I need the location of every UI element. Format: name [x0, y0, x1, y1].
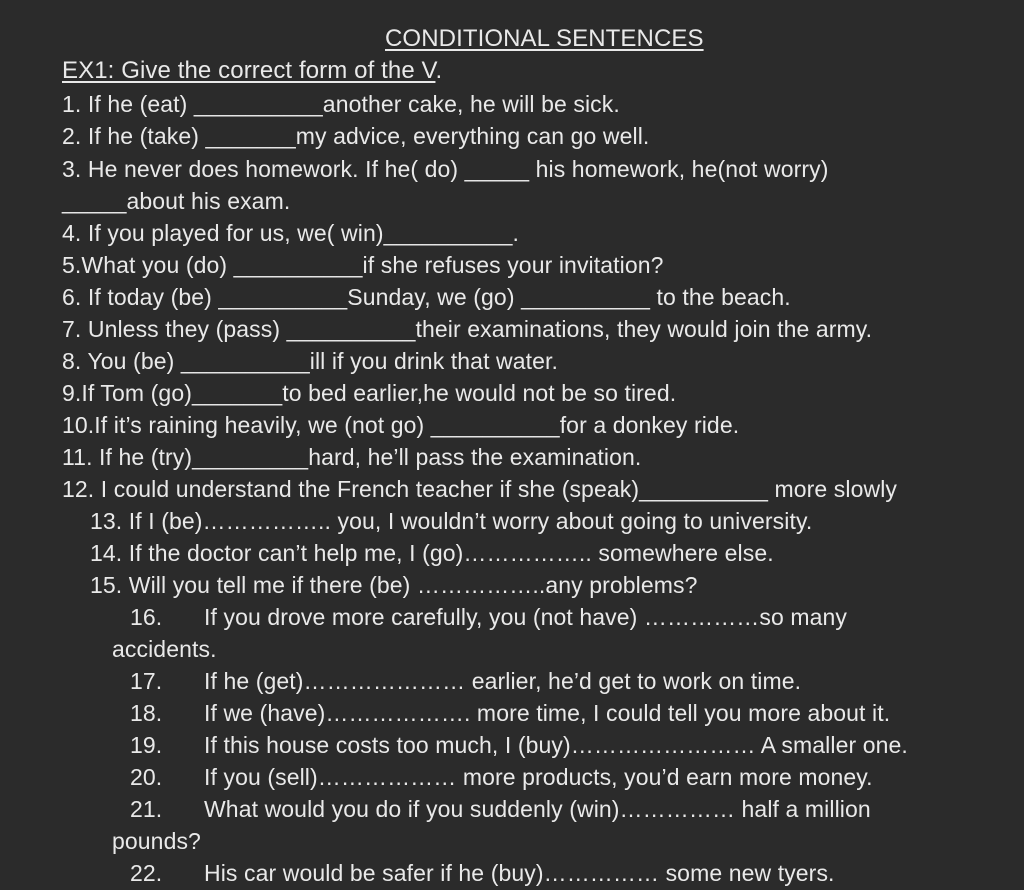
sentence-22-text: His car would be safer if he (buy)…………… some new tyers.	[204, 860, 835, 886]
sentence-18-text: If we (have)………………. more time, I could tell you more about it.	[204, 700, 891, 726]
exercise-heading-end: .	[435, 57, 443, 84]
sentence-20	[130, 763, 873, 791]
sentence-16-continued: accidents.	[112, 636, 217, 662]
sentence-2: 2. If he (take) _______my advice, everything can go well.	[62, 123, 650, 149]
sentence-10: 10.If it’s raining heavily, we (not go) __________for a donkey ride.	[62, 412, 740, 438]
sentence-22-number: 22.	[130, 860, 163, 886]
sentence-17	[130, 667, 801, 695]
sentence-19	[130, 731, 908, 759]
sentence-7: 7. Unless they (pass) __________their examinations, they would join the army.	[62, 316, 873, 342]
sentence-4: 4. If you played for us, we( win)__________.	[62, 220, 520, 246]
sentence-21-continued: pounds?	[112, 828, 201, 854]
sentence-11: 11. If he (try)_________hard, he’ll pass the examination.	[62, 444, 642, 470]
sentence-17-number: 17.	[130, 668, 163, 694]
sentence-16-number: 16.	[130, 604, 163, 630]
exercise-heading	[62, 57, 442, 85]
sentence-8: 8. You (be) __________ill if you drink that water.	[62, 348, 559, 374]
sentence-1: 1. If he (eat) __________another cake, he will be sick.	[62, 91, 620, 117]
sentence-15: 15. Will you tell me if there (be) ……………..any problems?	[90, 572, 698, 598]
sentence-19-text: If this house costs too much, I (buy)…………………… A smaller one.	[204, 732, 908, 758]
sentence-5: 5.What you (do) __________if she refuses your invitation?	[62, 252, 664, 278]
sentence-20-number: 20.	[130, 764, 163, 790]
sentence-18	[130, 699, 890, 727]
sentence-9: 9.If Tom (go)_______to bed earlier,he would not be so tired.	[62, 380, 677, 406]
sentence-21-number: 21.	[130, 796, 163, 822]
page-title: CONDITIONAL SENTENCES	[385, 25, 704, 52]
sentence-17-text: If he (get)………………… earlier, he’d get to work on time.	[204, 668, 802, 694]
exercise-heading-text: EX1: Give the correct form of the V	[62, 57, 436, 84]
sentence-13: 13. If I (be)…………….. you, I wouldn’t worry about going to university.	[90, 508, 813, 534]
sentence-22	[130, 859, 835, 887]
sentence-21	[130, 795, 871, 823]
sentence-14: 14. If the doctor can’t help me, I (go)…………….. somewhere else.	[90, 540, 774, 566]
sentence-21-text: What would you do if you suddenly (win)…………… half a million	[204, 796, 871, 822]
sentence-20-text: If you (sell)……………… more products, you’d earn more money.	[204, 764, 873, 790]
sentence-12: 12. I could understand the French teacher if she (speak)__________ more slowly	[62, 476, 898, 502]
sentence-19-number: 19.	[130, 732, 163, 758]
sentence-6: 6. If today (be) __________Sunday, we (go) __________ to the beach.	[62, 284, 791, 310]
sentence-16-text: If you drove more carefully, you (not have) ……………so many	[204, 604, 848, 630]
sentence-18-number: 18.	[130, 700, 163, 726]
sentence-16	[130, 603, 847, 631]
sentence-3-continued: _____about his exam.	[62, 188, 291, 214]
sentence-3: 3. He never does homework. If he( do) _____ his homework, he(not worry)	[62, 156, 829, 182]
